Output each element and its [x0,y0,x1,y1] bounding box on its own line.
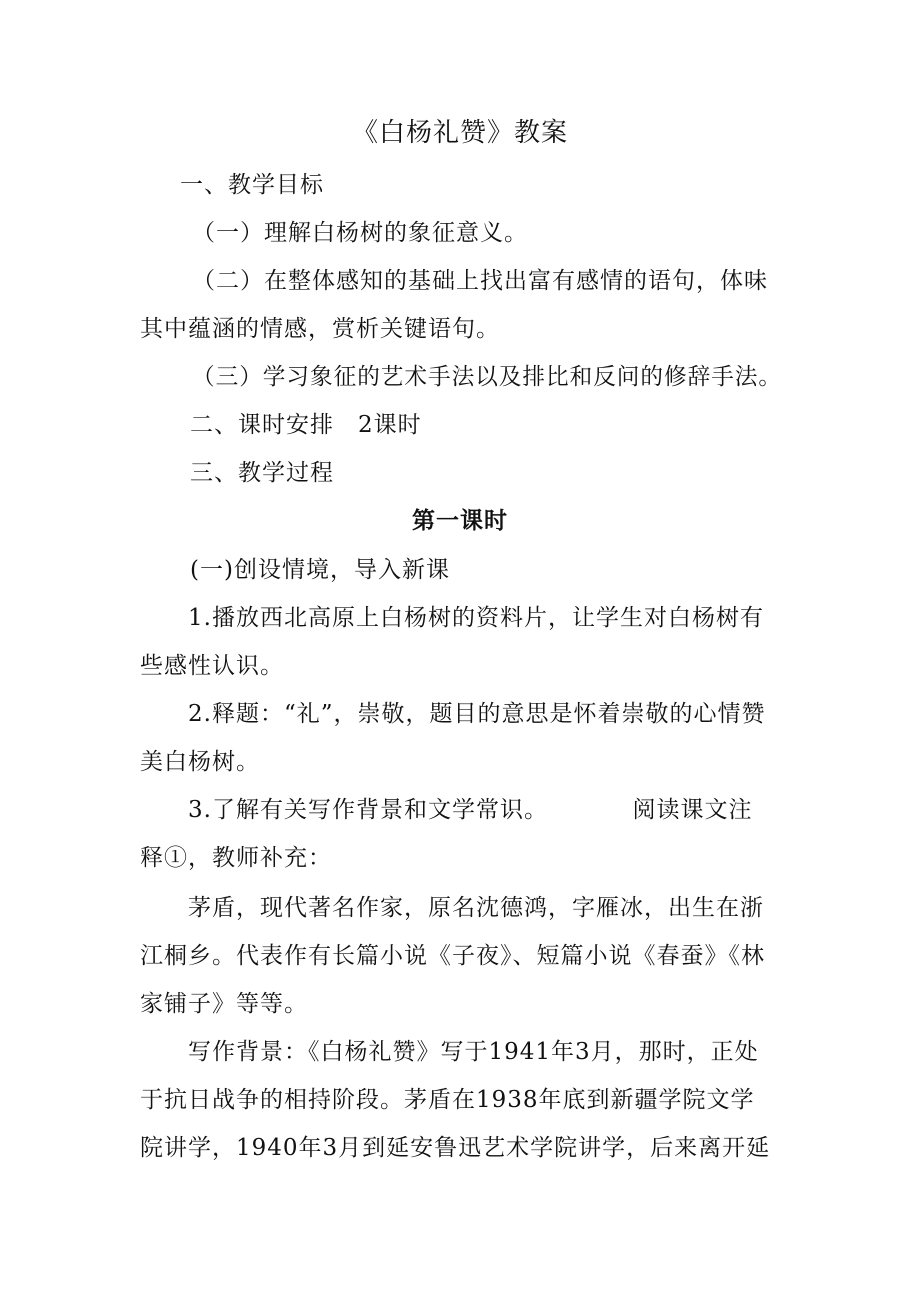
goal-1: （一）理解白杨树的象征意义。 [192,220,528,246]
background-para-line-3: 院讲学，1940年3月到延安鲁迅艺术学院讲学，后来离开延 [140,1135,771,1161]
item-2-line-2: 美白杨树。 [140,749,260,775]
step-heading-1: (一)创设情境，导入新课 [190,557,450,583]
background-para-line-1: 写作背景：《白杨礼赞》写于1941年3月，那时，正处 [188,1039,759,1065]
heading-teaching-goals: 一、教学目标 [180,172,324,198]
item-2-line-1: 2.释题：“礼”，崇敬，题目的意思是怀着崇敬的心情赞 [188,701,766,727]
author-para-line-1: 茅盾，现代著名作家，原名沈德鸿，字雁冰，出生在浙 [188,895,764,921]
item-1-line-2: 些感性认识。 [140,653,284,679]
goal-3: （三）学习象征的艺术手法以及排比和反问的修辞手法。 [192,364,782,390]
author-para-line-3: 家铺子》等等。 [140,991,308,1017]
author-para-line-2: 江桐乡。代表作有长篇小说《子夜》、短篇小说《春蚕》《林 [140,943,765,969]
item-3-line-1: 3.了解有关写作背景和文学常识。 阅读课文注 [188,797,753,823]
document-title: 《白杨礼赞》教案 [351,118,568,148]
heading-process: 三、教学过程 [190,460,334,486]
heading-schedule: 二、课时安排 2课时 [190,412,422,438]
goal-2-line-2: 其中蕴涵的情感，赏析关键语句。 [140,316,500,342]
section-heading: 第一课时 [412,507,508,534]
item-3-line-2: 释①，教师补充： [140,845,332,871]
goal-2-line-1: （二）在整体感知的基础上找出富有感情的语句，体味 [192,268,768,294]
item-1-line-1: 1.播放西北高原上白杨树的资料片，让学生对白杨树有 [188,605,764,631]
background-para-line-2: 于抗日战争的相持阶段。茅盾在1938年底到新疆学院文学 [140,1087,755,1113]
